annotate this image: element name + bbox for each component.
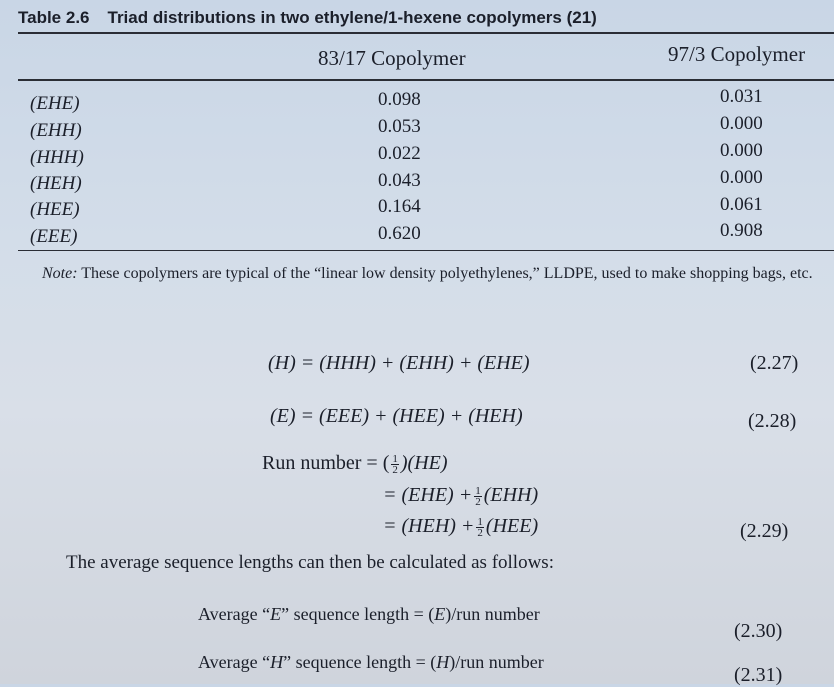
equation-number-2-30: (2.30) <box>734 620 783 642</box>
fraction-half: $\frac{1}{2}$ <box>475 484 481 508</box>
cell-83-17: 0.043 <box>378 170 421 191</box>
equation-2-29-line2: = (EHE) + $\frac{1}{2}$ (EHH) <box>383 484 539 508</box>
cell-97-3: 0.908 <box>720 220 763 241</box>
fraction-half: $\frac{1}{2}$ <box>477 515 483 539</box>
equation-2-27: (H) = (HHH) + (EHH) + (EHE) <box>268 352 530 374</box>
row-label: (HHH) <box>30 147 84 168</box>
col-header-83-17: 83/17 Copolymer <box>318 46 466 70</box>
equation-number-2-29: (2.29) <box>740 520 789 542</box>
equation-2-29-line1: Run number = ( $\frac{1}{2}$ )(HE) <box>262 452 448 476</box>
cell-83-17: 0.098 <box>378 89 421 110</box>
equation-2-30: Average “E” sequence length = (E)/run number <box>198 604 540 624</box>
table-label: Table 2.6 <box>18 8 90 27</box>
row-label: (HEH) <box>30 173 82 194</box>
equation-2-28: (E) = (EEE) + (HEE) + (HEH) <box>270 405 523 427</box>
cell-97-3: 0.031 <box>720 86 763 107</box>
top-rule <box>18 32 834 34</box>
note-label: Note: <box>42 265 78 282</box>
table-note <box>42 263 822 285</box>
equation-2-29-line3: = (HEH) + $\frac{1}{2}$ (HEE) <box>383 515 539 539</box>
cell-83-17: 0.620 <box>378 223 421 244</box>
row-label: (EHE) <box>30 93 80 114</box>
body-paragraph: The average sequence lengths can then be calculated as follows: <box>66 552 554 573</box>
col-header-97-3: 97/3 Copolymer <box>668 42 806 66</box>
cell-97-3: 0.000 <box>720 167 763 188</box>
cell-97-3: 0.061 <box>720 194 763 215</box>
cell-83-17: 0.022 <box>378 143 421 164</box>
table-caption: Triad distributions in two ethylene/1-hexene copolymers (21) <box>107 8 597 27</box>
fraction-half: $\frac{1}{2}$ <box>392 452 398 476</box>
row-label: (HEE) <box>30 199 80 220</box>
row-label: (EHH) <box>30 120 82 141</box>
equation-2-31: Average “H” sequence length = (H)/run number <box>198 652 544 672</box>
bottom-rule <box>18 250 834 251</box>
cell-97-3: 0.000 <box>720 113 763 134</box>
equation-number-2-27: (2.27) <box>750 352 799 374</box>
note-text: These copolymers are typical of the “linear low density polyethylenes,” LLDPE, used to make shopping bags, etc. <box>81 265 813 282</box>
equation-number-2-28: (2.28) <box>748 410 797 432</box>
row-label: (EEE) <box>30 226 78 247</box>
cell-83-17: 0.053 <box>378 116 421 137</box>
cell-83-17: 0.164 <box>378 196 421 217</box>
table-title <box>18 8 597 28</box>
cell-97-3: 0.000 <box>720 140 763 161</box>
equation-number-2-31: (2.31) <box>734 664 783 686</box>
header-rule <box>18 79 834 81</box>
